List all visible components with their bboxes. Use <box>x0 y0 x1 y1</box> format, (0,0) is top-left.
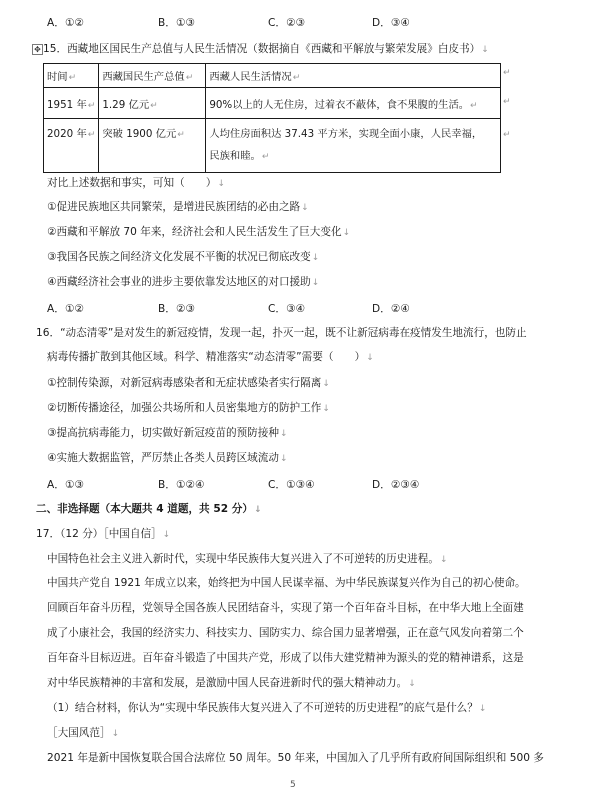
q17-paragraph-2-line-5: 对中华民族精神的丰富和发展，是激励中国人民奋进新时代的强大精神动力。↓ <box>47 677 416 689</box>
table-row <box>44 88 501 119</box>
q16-item-3: ③提高抗病毒能力，切实做好新冠疫苗的预防接种↓ <box>47 427 288 439</box>
q15-item-3: ③我国各民族之间经济文化发展不平衡的状况已彻底改变↓ <box>47 251 320 263</box>
q16-stem-line2: 病毒传播扩散到其他区域。科学、精准落实“动态清零”需要（ ）↓ <box>47 351 374 363</box>
table-cell: 1951 年↵ <box>44 88 99 119</box>
table-move-anchor-icon[interactable]: ✥ <box>32 44 43 55</box>
table-cell: 2020 年↵ <box>44 119 99 173</box>
table-cell: 人均住房面积达 37.43 平方米，实现全面小康，人民幸福， 民族和睦。↵ <box>206 119 501 173</box>
row-end-mark: ↵ <box>503 68 511 78</box>
option-b[interactable]: B．①③ <box>158 17 195 29</box>
option-a[interactable]: A．①② <box>47 17 84 29</box>
q16-stem-line1: 16．“动态清零”是对发生的新冠疫情，发现一起，扑灭一起，既不让新冠病毒在疫情发生地流行，也防止 <box>36 327 527 339</box>
table-header-cell: 时间↵ <box>44 64 99 88</box>
option-c[interactable]: C．③④ <box>268 303 305 315</box>
page-number: 5 <box>290 780 296 790</box>
table-cell: 1.29 亿元↵ <box>99 88 206 119</box>
q17-paragraph-2-line-3: 成了小康社会，我国的经济实力、科技实力、国防实力、综合国力显著增强，正在意气风发向着第二个 <box>47 627 524 639</box>
table-header-cell: 西藏人民生活情况↵ <box>206 64 501 88</box>
q16-item-2: ②切断传播途径，加强公共场所和人员密集地方的防护工作↓ <box>47 402 330 414</box>
option-b[interactable]: B．②③ <box>158 303 195 315</box>
table-row <box>44 119 501 173</box>
q17-heading: 17．（12 分）［中国自信］↓ <box>36 528 171 540</box>
option-d[interactable]: D．②④ <box>372 303 410 315</box>
q15-table <box>43 63 501 173</box>
option-a[interactable]: A．①② <box>47 303 84 315</box>
table-row <box>44 64 501 88</box>
option-a[interactable]: A．①③ <box>47 479 84 491</box>
q16-item-4: ④实施大数据监管，严厉禁止各类人员跨区域流动↓ <box>47 452 288 464</box>
option-d[interactable]: D．③④ <box>372 17 410 29</box>
table-header-cell: 西藏国民生产总值↵ <box>99 64 206 88</box>
q17-subquestion-1: （1）结合材料，你认为“实现中华民族伟大复兴进入了不可逆转的历史进程”的底气是什么？↓ <box>47 702 487 714</box>
option-c[interactable]: C．②③ <box>268 17 305 29</box>
table-cell: 突破 1900 亿元↵ <box>99 119 206 173</box>
q17-paragraph-2-line-2: 回顾百年奋斗历程，党领导全国各族人民团结奋斗，实现了第一个百年奋斗目标，在中华大地上全面建 <box>47 602 524 614</box>
q15-item-4: ④西藏经济社会事业的进步主要依靠发达地区的对口援助↓ <box>47 276 320 288</box>
q15-question: 对比上述数据和事实，可知（ ）↓ <box>47 177 226 189</box>
q15-item-2: ②西藏和平解放 70 年来，经济社会和人民生活发生了巨大变化↓ <box>47 226 351 238</box>
option-b[interactable]: B．①②④ <box>158 479 205 491</box>
row-end-mark: ↵ <box>503 130 511 140</box>
q15-item-1: ①促进民族地区共同繁荣，是增进民族团结的必由之路↓ <box>47 201 309 213</box>
q16-item-1: ①控制传染源，对新冠病毒感染者和无症状感染者实行隔离↓ <box>47 377 330 389</box>
q15-stem: 15．西藏地区国民生产总值与人民生活情况（数据摘自《西藏和平解放与繁荣发展》白皮书）↓ <box>43 43 489 55</box>
table-cell: 90%以上的人无住房，过着衣不蔽体，食不果腹的生活。↵ <box>206 88 501 119</box>
q17-paragraph-1: 中国特色社会主义进入新时代，实现中华民族伟大复兴进入了不可逆转的历史进程。↓ <box>47 553 448 565</box>
option-c[interactable]: C．①③④ <box>268 479 315 491</box>
q17-paragraph-2-line-1: 中国共产党自 1921 年成立以来，始终把为中国人民谋幸福、为中华民族谋复兴作为自己的初心使命。 <box>47 577 526 589</box>
section-heading: 二、非选择题（本大题共 4 道题，共 52 分）↓ <box>36 503 262 515</box>
q17-paragraph-3: 2021 年是新中国恢复联合国合法席位 50 周年。50 年来，中国加入了几乎所有政府间国际组织和 500 多 <box>47 752 544 764</box>
q17-section-tag: ［大国风范］↓ <box>47 727 120 739</box>
q17-paragraph-2-line-4: 百年奋斗目标迈进。百年奋斗锻造了中国共产党，形成了以伟大建党精神为源头的党的精神谱系，这是 <box>47 652 524 664</box>
row-end-mark: ↵ <box>503 97 511 107</box>
option-d[interactable]: D．②③④ <box>372 479 420 491</box>
